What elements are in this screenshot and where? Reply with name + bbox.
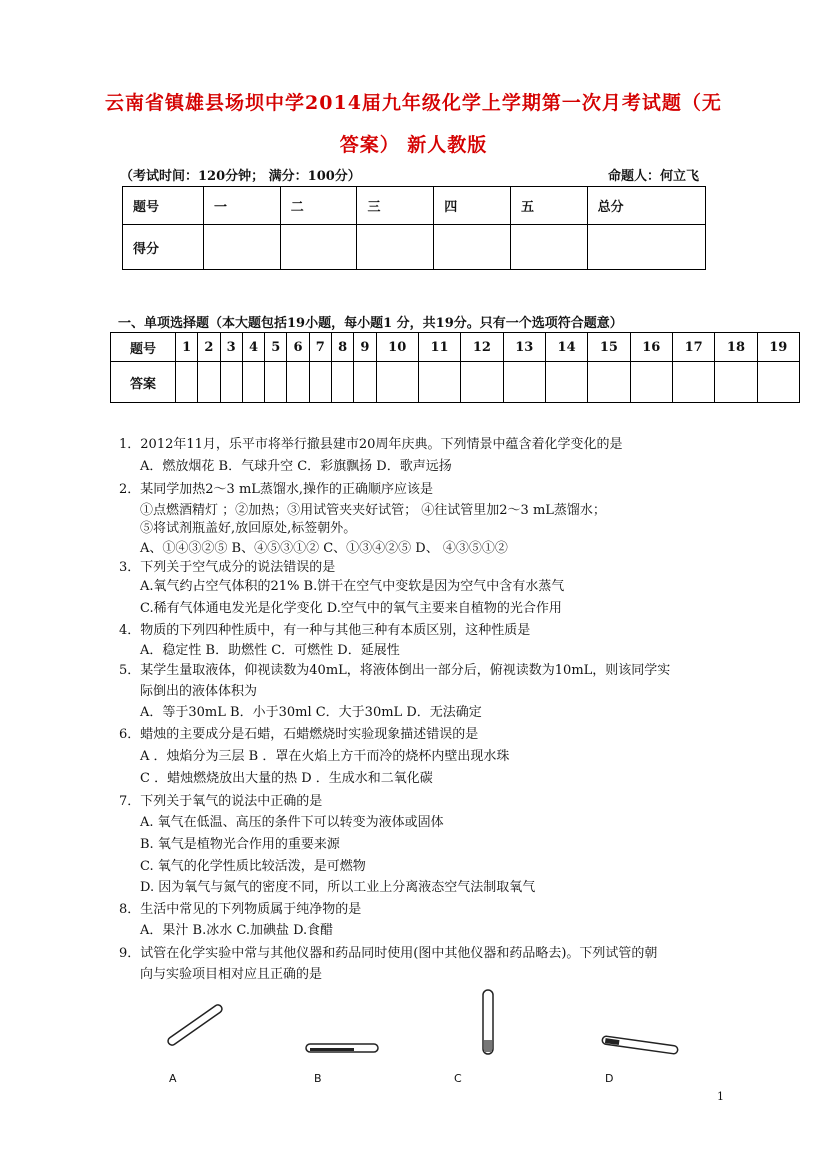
- score-header: 题号: [123, 187, 204, 225]
- question-line: 3．下列关于空气成分的说法错误的是: [119, 560, 336, 575]
- question-line: 4．物质的下列四种性质中，有一种与其他三种有本质区别，这种性质是: [119, 623, 531, 638]
- answer-cell-19[interactable]: [757, 362, 799, 403]
- answer-number-3: 3: [220, 333, 242, 362]
- question-line: A.氧气约占空气体积的21% B.饼干在空气中变软是因为空气中含有水蒸气: [140, 579, 565, 594]
- question-line: A．燃放烟花 B．气球升空 C．彩旗飘扬 D．歌声远扬: [140, 459, 452, 474]
- answer-number-13: 13: [503, 333, 545, 362]
- question-line: 向与实验项目相对应且正确的是: [140, 967, 323, 982]
- answer-header-label: 题号: [111, 333, 176, 362]
- score-header: 五: [510, 187, 587, 225]
- answer-cell-6[interactable]: [287, 362, 309, 403]
- question-line: 际倒出的液体体积为: [140, 684, 258, 699]
- answer-number-7: 7: [309, 333, 331, 362]
- question-line: A．等于30mL B．小于30ml C．大于30mL D．无法确定: [140, 705, 482, 720]
- figure-label-a: A: [169, 1072, 177, 1085]
- answer-cell-9[interactable]: [354, 362, 376, 403]
- question-line: A．果汁 B.冰水 C.加碘盐 D.食醋: [140, 923, 334, 938]
- author: 命题人：何立飞: [608, 169, 700, 184]
- answer-cell-5[interactable]: [265, 362, 287, 403]
- answer-number-16: 16: [630, 333, 672, 362]
- score-header: 四: [434, 187, 511, 225]
- answer-number-1: 1: [176, 333, 198, 362]
- score-cell[interactable]: [587, 225, 705, 270]
- answer-number-11: 11: [418, 333, 460, 362]
- score-cell[interactable]: [434, 225, 511, 270]
- question-line: A．稳定性 B．助燃性 C．可燃性 D．延展性: [140, 643, 400, 658]
- answer-row-label: 答案: [111, 362, 176, 403]
- section-heading: 一、单项选择题（本大题包括19小题，每小题1 分，共19分。只有一个选项符合题意）: [118, 316, 623, 331]
- answer-cell-8[interactable]: [331, 362, 353, 403]
- tube-b-icon: [306, 1044, 378, 1052]
- answer-cell-13[interactable]: [503, 362, 545, 403]
- answer-cell-16[interactable]: [630, 362, 672, 403]
- score-cell[interactable]: [357, 225, 434, 270]
- answer-number-8: 8: [331, 333, 353, 362]
- answer-number-6: 6: [287, 333, 309, 362]
- question-line: C. 氧气的化学性质比较活泼，是可燃物: [140, 859, 366, 874]
- question-line: A ．烛焰分为三层 B ．罩在火焰上方干而冷的烧杯内壁出现水珠: [140, 749, 510, 764]
- answer-number-2: 2: [198, 333, 220, 362]
- question-line: D. 因为氧气与氮气的密度不同，所以工业上分离液态空气法制取氧气: [140, 880, 536, 895]
- question-line: 5．某学生量取液体，仰视读数为40mL，将液体倒出一部分后，俯视读数为10mL，则该同学实: [119, 663, 671, 678]
- title-line-1: 云南省镇雄县场坝中学2014届九年级化学上学期第一次月考试题（无: [105, 92, 722, 114]
- answer-number-10: 10: [376, 333, 418, 362]
- answer-cell-1[interactable]: [176, 362, 198, 403]
- score-header: 总分: [587, 187, 705, 225]
- question-line: ⑤将试剂瓶盖好,放回原处,标签朝外。: [140, 521, 357, 536]
- answer-cell-7[interactable]: [309, 362, 331, 403]
- answer-number-12: 12: [461, 333, 503, 362]
- score-header: 二: [280, 187, 357, 225]
- figure-label-c: C: [454, 1072, 462, 1085]
- answer-number-5: 5: [265, 333, 287, 362]
- answer-cell-4[interactable]: [242, 362, 264, 403]
- answer-number-9: 9: [354, 333, 376, 362]
- answer-cell-10[interactable]: [376, 362, 418, 403]
- question-line: C ．蜡烛燃烧放出大量的热 D ．生成水和二氧化碳: [140, 771, 433, 786]
- answer-cell-15[interactable]: [588, 362, 630, 403]
- figure-label-d: D: [605, 1072, 614, 1085]
- question-line: 6．蜡烛的主要成分是石蜡，石蜡燃烧时实验现象描述错误的是: [119, 727, 479, 742]
- score-table: [122, 186, 706, 270]
- question-line: C.稀有气体通电发光是化学变化 D.空气中的氧气主要来自植物的光合作用: [140, 601, 562, 616]
- answer-table: [110, 332, 800, 403]
- answer-cell-2[interactable]: [198, 362, 220, 403]
- question-line: ①点燃酒精灯 ；②加热；③用试管夹夹好试管； ④往试管里加2～3 mL蒸馏水；: [140, 503, 606, 518]
- score-cell[interactable]: [204, 225, 281, 270]
- score-cell[interactable]: [510, 225, 587, 270]
- score-header: 三: [357, 187, 434, 225]
- answer-cell-18[interactable]: [715, 362, 757, 403]
- score-cell[interactable]: [280, 225, 357, 270]
- question-line: B. 氧气是植物光合作用的重要来源: [140, 837, 340, 852]
- answer-number-19: 19: [757, 333, 799, 362]
- title-line-2: 答案） 新人教版: [339, 134, 488, 156]
- answer-number-4: 4: [242, 333, 264, 362]
- answer-number-15: 15: [588, 333, 630, 362]
- question-line: 8．生活中常见的下列物质属于纯净物的是: [119, 902, 362, 917]
- answer-number-17: 17: [672, 333, 714, 362]
- exam-info: （考试时间：120分钟； 满分：100分）: [120, 169, 361, 184]
- answer-cell-3[interactable]: [220, 362, 242, 403]
- answer-cell-11[interactable]: [418, 362, 460, 403]
- score-header: 一: [204, 187, 281, 225]
- answer-cell-12[interactable]: [461, 362, 503, 403]
- tube-a-icon: [166, 1003, 223, 1046]
- question-line: 9．试管在化学实验中常与其他仪器和药品同时使用(图中其他仪器和药品略去)。下列试管的朝: [119, 946, 658, 961]
- test-tube-figure: [0, 985, 827, 1085]
- score-row-label: 得分: [123, 225, 204, 270]
- answer-cell-17[interactable]: [672, 362, 714, 403]
- page-number: 1: [717, 1090, 724, 1103]
- question-line: A. 氧气在低温、高压的条件下可以转变为液体或固体: [140, 815, 444, 830]
- question-line: A、①④③②⑤ B、④⑤③①② C、①③④②⑤ D、 ④③⑤①②: [140, 541, 508, 556]
- tube-c-icon: [483, 990, 493, 1054]
- answer-cell-14[interactable]: [545, 362, 587, 403]
- figure-label-b: B: [314, 1072, 322, 1085]
- tube-d-icon: [602, 1036, 678, 1054]
- question-line: 2．某同学加热2～3 mL蒸馏水,操作的正确顺序应该是: [119, 482, 434, 497]
- question-line: 7．下列关于氧气的说法中正确的是: [119, 794, 323, 809]
- question-line: 1．2012年11月，乐平市将举行撤县建市20周年庆典。下列情景中蕴含着化学变化的是: [119, 437, 623, 452]
- answer-number-18: 18: [715, 333, 757, 362]
- answer-number-14: 14: [545, 333, 587, 362]
